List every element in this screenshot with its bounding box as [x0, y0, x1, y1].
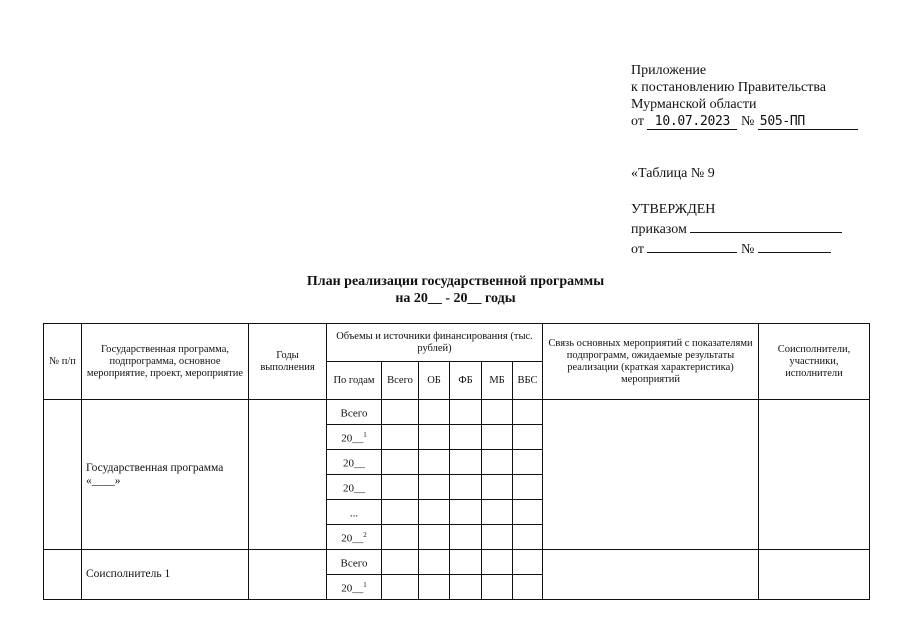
date-prefix: от: [631, 114, 644, 129]
order-no: №: [740, 242, 755, 257]
col-ob-header: ОБ: [419, 362, 450, 400]
page-title: [0, 273, 911, 307]
year-cell: 20__$^1$: [327, 575, 382, 600]
col-mb-header: МБ: [482, 362, 513, 400]
order-date-blank: [647, 238, 737, 253]
col-vbs-header: ВБС: [513, 362, 543, 400]
title-line-1: План реализации государственной программы: [306, 274, 605, 289]
coexec-name-cell: Соисполнитель 1: [82, 550, 249, 600]
program-name-cell: Государственная программа «____»: [82, 400, 249, 550]
col-years-header: Годы выполнения: [249, 324, 327, 400]
decree-date: 10.07.2023: [647, 115, 737, 130]
coexec-num-cell: [44, 550, 82, 600]
table-label: «Таблица № 9: [631, 166, 715, 181]
plan-table: [43, 323, 870, 600]
approved-label: УТВЕРЖДЕН: [631, 202, 716, 217]
order-from: от: [631, 242, 644, 257]
number-prefix: №: [740, 114, 755, 129]
col-financing-header: Объемы и источники финансирования (тыс. рублей): [327, 324, 543, 362]
col-num-header: № п/п: [44, 324, 82, 400]
decree-date-number: [631, 113, 858, 130]
header-row-1: [44, 324, 870, 362]
year-cell: Всего: [327, 550, 382, 575]
appendix-line-3: Мурманской области: [631, 97, 757, 112]
coexec-years-cell: [249, 550, 327, 600]
table-row: [44, 400, 870, 425]
coexec-link-cell: [543, 550, 759, 600]
appendix-line-1: Приложение: [631, 63, 707, 78]
approval-block: [631, 201, 842, 258]
col-link-header: Связь основных мероприятий с показателями подпрограмм, ожидаемые результаты реализации (краткая характеристика) мероприятий: [543, 324, 759, 400]
order-line: [631, 218, 842, 238]
order-label: приказом: [631, 222, 687, 237]
order-number-blank: [758, 238, 831, 253]
col-program-header: Государственная программа, подпрограмма, основное мероприятие, проект, мероприятие: [82, 324, 249, 400]
year-cell: 20__$^2$: [327, 525, 382, 550]
col-by-years-header: По годам: [327, 362, 382, 400]
order-blank: [690, 218, 842, 233]
appendix-line-2: к постановлению Правительства: [631, 80, 827, 95]
program-coexec-cell: [759, 400, 870, 550]
year-cell: 20__: [327, 475, 382, 500]
decree-number: 505-ПП: [758, 115, 858, 130]
year-cell: ...: [327, 500, 382, 525]
coexec-coexec-cell: [759, 550, 870, 600]
program-link-cell: [543, 400, 759, 550]
year-cell: 20__$^1$: [327, 425, 382, 450]
col-coexec-header: Соисполнители, участники, исполнители: [759, 324, 870, 400]
order-date-line: [631, 238, 842, 258]
program-num-cell: [44, 400, 82, 550]
table-row: [44, 550, 870, 575]
program-years-cell: [249, 400, 327, 550]
col-total-header: Всего: [382, 362, 419, 400]
title-line-2: на 20__ - 20__ годы: [395, 291, 516, 306]
year-cell: 20__: [327, 450, 382, 475]
appendix-header: [631, 62, 858, 130]
col-fb-header: ФБ: [450, 362, 482, 400]
year-cell: Всего: [327, 400, 382, 425]
